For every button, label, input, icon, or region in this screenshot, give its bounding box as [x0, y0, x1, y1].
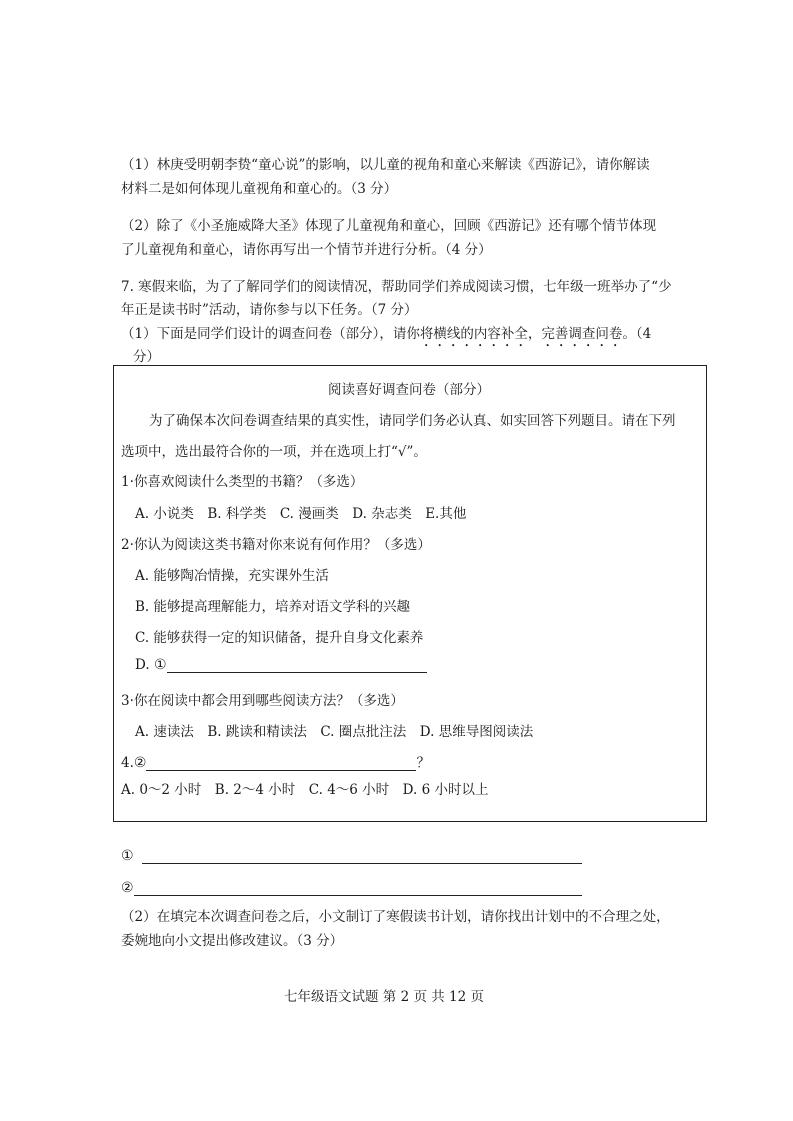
survey-q4-end: ？ — [416, 755, 430, 771]
q6-sub1-line2: 材料二是如何体现儿童视角和童心的。（3 分） — [121, 181, 398, 197]
answer-blank-1[interactable] — [142, 862, 582, 864]
q7-task2-line2: 委婉地向小文提出修改建议。（3 分） — [121, 933, 344, 949]
survey-q1-options: A. 小说类 B. 科学类 C. 漫画类 D. 杂志类 E.其他 — [135, 506, 467, 522]
q7-task1-prefix: （1）下面是同学们设计的调查问卷（部分），请你 — [121, 326, 420, 342]
survey-q2-d-mark: ① — [153, 657, 167, 673]
survey-intro-line2: 选项中，选出最符合你的一项，并在选项上打“√”。 — [121, 444, 427, 460]
answer-line-2 — [121, 880, 582, 896]
q7-task1-emphasis: 将横线的内容补全，完善调查问卷 — [419, 326, 623, 342]
q6-sub2-line1: （2）除了《小圣施威降大圣》体现了儿童视角和童心，回顾《西游记》还有哪个情节体现 — [121, 218, 657, 234]
answer-blank-2[interactable] — [134, 894, 582, 896]
answer-mark-2: ② — [121, 880, 134, 896]
q7-intro-line1: 7. 寒假来临，为了了解同学们的阅读情况，帮助同学们养成阅读习惯，七年级一班举办了“少 — [121, 279, 672, 295]
survey-q4-mark: ② — [133, 755, 147, 771]
survey-q2-option-a: A. 能够陶冶情操，充实课外生活 — [135, 568, 329, 584]
survey-q3: 3·你在阅读中都会用到哪些阅读方法？（多选） — [121, 693, 404, 709]
survey-q3-options: A. 速读法 B. 跳读和精读法 C. 圈点批注法 D. 思维导图阅读法 — [135, 724, 534, 740]
survey-q4-label: 4. — [121, 755, 134, 771]
q7-intro-line2: 年正是读书时”活动，请你参与以下任务。（7 分） — [121, 302, 418, 318]
survey-q2-d-label: D. — [135, 657, 150, 673]
q7-task1-line1 — [121, 322, 651, 350]
answer-line-1 — [121, 848, 582, 864]
answer-mark-1: ① — [121, 848, 134, 864]
q7-task1-line2: 分） — [133, 349, 160, 365]
survey-q2-option-c: C. 能够获得一定的知识储备，提升自身文化素养 — [135, 630, 424, 646]
survey-q2-option-d — [135, 657, 427, 673]
survey-q4-options: A. 0～2 小时 B. 2～4 小时 C. 4～6 小时 D. 6 小时以上 — [121, 782, 489, 798]
q6-sub2-line2: 了儿童视角和童心，请你再写出一个情节并进行分析。（4 分） — [121, 242, 492, 258]
q6-sub1-line1: （1）林庚受明朝李贽“童心说”的影响，以儿童的视角和童心来解读《西游记》，请你解读 — [121, 157, 650, 173]
survey-q2-option-b: B. 能够提高理解能力，培养对语文学科的兴趣 — [135, 599, 411, 615]
q7-task2-line1: （2）在填完本次调查问卷之后，小文制订了寒假读书计划，请你找出计划中的不合理之处， — [121, 909, 670, 925]
survey-title: 阅读喜好调查问卷（部分） — [328, 382, 490, 398]
survey-q4-blank[interactable] — [146, 769, 416, 771]
survey-q2-d-blank[interactable] — [167, 671, 427, 673]
q7-task1-suffix: 。（4 — [622, 326, 652, 342]
survey-intro-line1: 为了确保本次问卷调查结果的真实性，请同学们务必认真、如实回答下列题目。请在下列 — [149, 413, 676, 429]
survey-q1: 1·你喜欢阅读什么类型的书籍？（多选） — [121, 474, 364, 490]
survey-q2: 2·你认为阅读这类书籍对你来说有何作用？（多选） — [121, 537, 431, 553]
page-footer: 七年级语文试题 第 2 页 共 12 页 — [284, 989, 485, 1005]
survey-q4 — [121, 751, 430, 771]
